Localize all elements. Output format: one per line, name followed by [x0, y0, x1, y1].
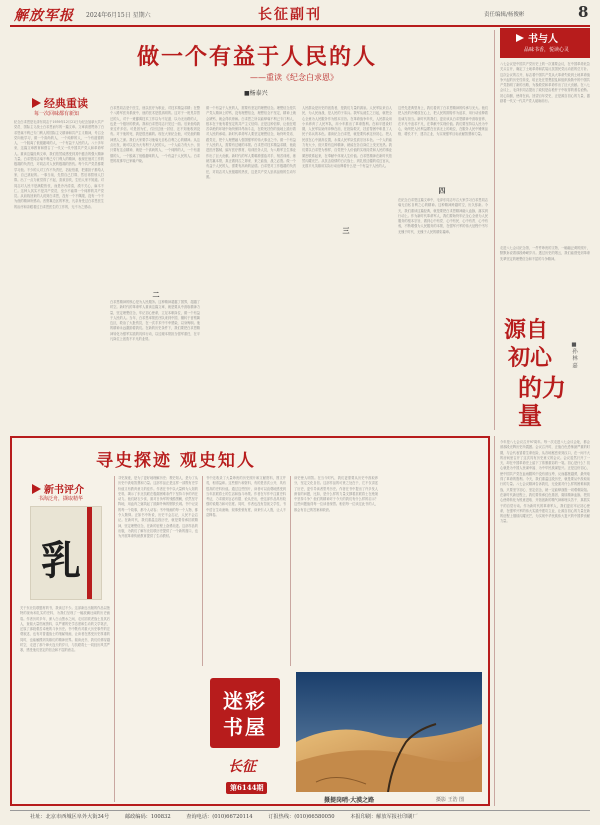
- book-review-col3: 书中还收录了大量珍贵的历史照片和文献资料，图文并茂，相得益彰。这些照片和资料，有的是首次公开，具有很高的史料价值。通过这些图片，读者可以直观地感受到当年抗联将士的生活和战斗场景。作者在写作中注重史料考证，力求做到言必有据、论从史出，使这部作品具有较强的说服力和可信度。同时，作者也没有忽视文学性，书中语言生动流畅，叙事张弛有度，读来引人入胜，让人不忍释卷。: [206, 476, 286, 518]
- lead-section-label: 三: [342, 226, 350, 235]
- column-divider: [494, 30, 495, 430]
- masthead: [0, 0, 600, 26]
- paper-logo: 解放军报: [14, 8, 74, 24]
- lead-text-col5b: 在纪念白求恩这篇文章中，毛泽东同志号召大家学习白求恩同志毫无自私自利之心的精神。这种精神跨越时空，历久弥新。今天，我们重读这篇经典，就是要把白求恩精神融入血脉，落实到行动上。作为新时代革命军人，我们要始终牢记全心全意为人民服务的根本宗旨，做到心中有党、心中有民、心中有责、心中有戒，不断增强为人民服务的本领，在强军兴军的伟大征程中书写无愧于时代、无愧于人民的精彩篇章。: [398, 198, 488, 234]
- issue-date: 2024年6月15日 星期六: [86, 12, 151, 19]
- lead-section-label: 二: [152, 290, 160, 299]
- editor-credit: 责任编辑/杨俊彬: [484, 12, 525, 18]
- series-brand: 长征: [228, 759, 256, 775]
- page-number: 8: [578, 3, 589, 21]
- column-divider: [202, 476, 203, 666]
- lead-text-col3: 做一个有益于人民的人，需要有坚定的理想信念。理想信念是共产党人精神上的钙，没有理想信念，理想信念不坚定，精神上就会缺钙，就会得软骨病。白求恩之所以能够毫不利己专门利人，根本在于他有着坚定的共产主义信仰。正是这种信仰，让他在艰苦卓绝的环境中始终保持昂扬斗志，在救死扶伤的战地上践行着对人民的承诺。新时代革命军人要坚定理想信念，始终听党话、跟党走，把个人理想融入强国强军的伟大事业之中。做一个有益于人民的人，需要有过硬的本领。白求恩对技术精益求精，他改进医疗器械，编写医疗教材，培训医务人员，为八路军卫生事业作出了巨大贡献。新时代的军人要瞄准强敌对手，刻苦训练，练就打赢本领，真正做到召之即来、来之能战、战之必胜。做一个有益于人民的人，需要有高尚的品德。白求恩对工作极端的负责任，对同志对人民极端的热忱，这是共产党人崇高品格的生动写照。: [206, 106, 296, 179]
- book-review-col1: 关于东北抗联题材的书，我读过不少。这部新近出版的作品以独特的视角和扎实的史料，为我们呈现了一幅波澜壮阔的历史画卷。作者历时多年，深入白山黑水之间，走访抗联老战士及其后人，查阅大量档案资料，以严谨的史学态度和生动的文学笔法，还原了那段艰苦卓绝的斗争历史。书中既有对重大历史事件的宏观叙述，也有对普通战士的细腻刻画，让读者在感受历史厚重的同时，也能触摸到英雄们的精神世界。阅读此书，我们仿佛穿越时空，走进了那个烽火连天的岁月，与抗联将士一同经历风雪严寒，感受他们坚定的信念和不屈的意志。: [20, 606, 110, 653]
- book-cover-image: [30, 506, 102, 600]
- lead-text-col5: 这些先进典型身上，我们看到了白求恩精神的传承与光大。他们把人民的冷暖放在心上，把人民的期待作为追求，用行动诠释着忠诚与担当。新时代的我们，更应该从白求恩精神中汲取营养，在平凡中追求不凡，在奉献中实现价值。我们要坚持以人民为中心，始终把人民利益摆在至高无上的地位，在服务人民中锤炼品格、增长才干、建功立业，为实现强军目标贡献智慧和力量。: [398, 106, 488, 137]
- xinshu-box: [20, 480, 110, 502]
- column-divider: [494, 436, 495, 806]
- footer: [30, 813, 432, 820]
- shuyu-header: [500, 28, 590, 58]
- book-review-col2: 寻史探迹，是为了更好地理解历史；观史知人，是为了从历史中汲取智慧和力量。这部作品正是这样一部既有史学价值又有教育意义的佳作。作者在书中以大量鲜为人知的史料，揭示了东北抗联在极端困难条件下坚持斗争的内在动力。他们缺衣少食，面对日伪军的残酷围剿，依然坚守阵地，用血肉之躯筑起了抵御外侮的钢铁长城。书中记录的每一个故事，都令人动容；书中刻画的每一个人物，都令人敬仰。正如书中所说，历史不会忘记，人民不会忘记。在新时代，我们重温这段历史，就是要传承抗联精神，坚定理想信念，在新的征程上奋勇前进。这部作品的出版，为我们了解东北抗联历史提供了一个新的窗口，也为开展革命传统教育提供了生动教材。: [118, 476, 198, 539]
- book-cover-band: [87, 507, 92, 600]
- lead-author: ■杨泰兴: [244, 90, 268, 97]
- lead-section-label: 四: [438, 186, 446, 195]
- footer-phone2: 订报热线：(010)66580050: [268, 814, 335, 820]
- lead-text-col1: 纪念白求恩是毛泽东同志于1939年12月21日为纪念加拿大共产党员、国际主义战士白求恩而写的一篇文章。文章高度赞扬了白求恩毫不利己专门利人的国际主义精神和共产主义精神，号召全党向他学习，做一个高尚的人，一个纯粹的人，一个有道德的人，一个脱离了低级趣味的人，一个有益于人民的人。八十多年来，这篇文章教育和感召了一代又一代中国共产党人和革命军人。重读这篇经典文章，我们依然能感受到其中蕴含的强大精神力量。白求恩同志毫不利己专门利人的精神，表现在他对工作的极端的负责任，对同志对人民的极端的热忱。每个共产党员都要学习他。不少的人对工作不负责任，拈轻怕重，把重担子推给人家，自己挑轻的。一事当前，先替自己打算，然后再替别人打算。出了一点力就觉得了不起，喜欢自吹，生怕人家不知道。对同志对人民不是满腔热忱，而是冷冷清清，漠不关心，麻木不仁。这种人其实不是共产党员，至少不能算一个纯粹的共产党员。从前线回来的人说到白求恩，没有一个不佩服，没有一个不为他的精神所感动。晋察冀边区的军民，凡亲身受过白求恩医生的治疗和亲眼看过白求恩医生的工作的，无不为之感动。: [14, 120, 104, 209]
- lead-text-col2b: 白求恩精神的核心是为人民服务。这种精神超越了国界，超越了时空。新时代的革命军人重读这篇文章，就是要从中汲取精神力量，坚定理想信念，牢记初心使命，立足本职岗位，做一个有益于人民的人。当年，白求恩率领医疗队来到中国，辗转于晋察冀边区，救治了大批伤员，在一次手术中不幸感染，以身殉职。他的精神永远激励着我们。在新的历史条件下，我们要把白求恩精神转化为强军实践的具体行动，以过硬本领担当强军重任，在平凡岗位上创造不平凡的业绩。: [110, 300, 200, 342]
- book-review-col4: 读史使人明智。在当今时代，我们更需要从历史中汲取养分，坚定文化自信。这部作品的可贵之处在于，它不仅讲述了历史，更引导读者思考历史。作者在书中提出了许多发人深省的问题，比如，是什么样的力量支撑着抗联将士在绝境中坚持斗争？他们的精神对于今天的我们有什么样的启示？这些问题值得每一位读者深思。相信每一位读过此书的人，都会有自己的答案和收获。: [294, 476, 378, 512]
- essay2-title-line1: 源自: [504, 317, 549, 343]
- issue-number-badge: 第6144期: [226, 782, 267, 794]
- xinshu-heading: 新书评介: [44, 485, 84, 496]
- essay2-text-col2: 今年是八七会议召开97周年。每一次走进八七会议会址，都会被那段光辉历史所震撼。会议召开时，正值白色恐怖最严重的时期，与会代表冒着生命危险，从各地秘密来到汉口，在一间不大的房间里召开了这次具有历史意义的会议。会议虽然只开了一天，却在中国革命史上留下了浓墨重彩的一笔。初心是什么？初心就是为中国人民谋幸福、为中华民族谋复兴。正是这份初心，使中国共产党在血雨腥风中没有被压垮，反而越挫越勇，最终取得了革命的胜利。今天，我们重温这段历史，就是要从中汲取前行的力量。八七会议精神告诉我们，无论面对什么样的困难和挑战，只要坚守初心、坚定信念，就一定能够战胜一切艰难险阻。在新时代新征程上，我们要传承红色基因，赓续精神血脉，把初心使命转化为锐意进取、开拓创新的精气神和埋头苦干、真抓实干的自觉行动。作为新时代的革命军人，我们更应牢记初心使命，在强军兴军的伟大实践中建功立业，让源自初心的力量在新的征程上继续闪耀光芒，为实现中华民族伟大复兴的中国梦贡献力量。: [500, 440, 590, 524]
- photo-credit: 摄影 王浩 图: [436, 797, 465, 803]
- shuyu-subheading: 品味书香，悦读心灵: [524, 47, 570, 53]
- jingdian-box: [18, 94, 98, 116]
- lead-title: 做一个有益于人民的人: [136, 44, 377, 70]
- jingdian-subheading: 每一次回味都有新知: [34, 111, 80, 117]
- essay2-title-line3: 的力量: [518, 373, 566, 430]
- section-name: 长征副刊: [258, 7, 322, 23]
- masthead-rule: [10, 25, 590, 27]
- book-cover-calligraphy: 乳: [41, 537, 81, 584]
- book-feature-title: 寻史探迹 观史知人: [96, 451, 256, 471]
- lead-text-col2: 白求恩同志是个医生，他以医疗为职业，对技术精益求精；在整个八路军医务系统中，他的医术是很高明的。这对于一班见异思迁的人，对于一班鄙薄技术工作以为不足道、以为无出路的人，也是一个极好的教训。我和白求恩同志只见过一面。后来他给我来过许多信。可是因为忙，仅回过他一封信，还不知他收到没有。对于他的死，我是很悲痛的。现在大家纪念他，可见他的精神感人之深。我们大家要学习他毫无自私自利之心的精神。从这点出发，就可以变为大有利于人民的人。一个人能力有大小，但只要有这点精神，就是一个高尚的人，一个纯粹的人，一个有道德的人，一个脱离了低级趣味的人，一个有益于人民的人。白求恩的故事早已家喻户晓。: [110, 106, 200, 163]
- footer-address: 社址：北京市西城区阜外大街34号: [30, 814, 110, 820]
- jingdian-heading: 经典重读: [44, 97, 88, 110]
- column-divider: [114, 476, 115, 802]
- footer-print: 本报印刷：解放军报社印刷厂: [350, 814, 418, 820]
- desert-road-photo-art: [296, 672, 482, 792]
- book-series-name: 迷彩书屋: [223, 689, 267, 739]
- lead-subtitle: ——重读《纪念白求恩》: [250, 73, 338, 82]
- xinshu-subheading: 书海泛舟，撷取精华: [38, 496, 84, 502]
- shuyu-heading: 书与人: [528, 34, 558, 45]
- essay2-title-line2: 初心: [508, 345, 553, 371]
- jingdian-marker-icon: [32, 98, 41, 108]
- shuyu-marker-icon: [516, 34, 524, 42]
- footer-phone1: 查询电话：(010)66720114: [186, 814, 253, 820]
- photo-caption: 摄提岗哨·大漠之路: [324, 797, 375, 804]
- essay2-text-col1: 八七会议是中国共产党历史上的一次重要会议，在中国革命危急关头召开，确定了土地革命和武装反抗国民党反动派的总方针。这次会议的召开，标志着中国共产党从大革命失败到土地革命战争兴起的历史性转变，给正处在思想混乱和组织涣散中的中国共产党指明了新的出路，为挽救党和革命作出了巨大贡献。在八七会议上，毛泽东同志提出了政权是由枪杆子中取得的著名论断。初心如磐，使命在肩。回望百年党史，正是源自初心的力量，激励着一代又一代共产党人砥砺前行。: [500, 62, 590, 104]
- feature-photo: [296, 672, 482, 792]
- xinshu-marker-icon: [32, 484, 41, 494]
- book-series-logo: [210, 678, 280, 748]
- essay2-author: ■孙 林 嘉: [571, 342, 577, 368]
- lead-text-col4: 人民群众是历史的创造者，是我们力量的源泉。人民军队来自人民，为人民而战，是人民的子弟兵。我军从诞生之日起，就把全心全意为人民服务作为根本宗旨。在革命战争年代，人民群众用小米养育了人民军队，用小车推出了革命胜利。在和平建设时期，人民军队始终冲锋在前，在抢险救灾、扶贫帮困中彰显了人民子弟兵的本色。重读纪念白求恩，就是要传承这份初心，把人民放在心中最高位置，永葆人民军队性质宗旨本色。一个人的能力有大小，但只要有这种精神，就能在各自岗位上发光发热。我们要以白求恩为榜样，自觉把个人价值的实现同党和人民的事业紧密联系起来，在奉献中体现人生价值。白求恩精神在新时代依然闪耀光芒。从抗击疫情的白衣战士，到扎根边疆的戍边官兵，无数平凡英雄用实际行动诠释着什么是一个有益于人民的人。: [302, 106, 392, 169]
- footer-postcode: 邮政编码：100832: [124, 814, 171, 820]
- column-divider: [290, 476, 291, 666]
- footer-rule: [10, 810, 590, 811]
- essay2-text-col1b: 走进八七会议纪念馆，一件件珍贵的文物，一幅幅泛黄的照片，默默诉说着那段峥嵘岁月。透过历史的烟云，我们能感受到革命先辈坚定的理想信念和不屈的斗争精神。: [500, 246, 590, 261]
- essay2-title: [500, 312, 590, 430]
